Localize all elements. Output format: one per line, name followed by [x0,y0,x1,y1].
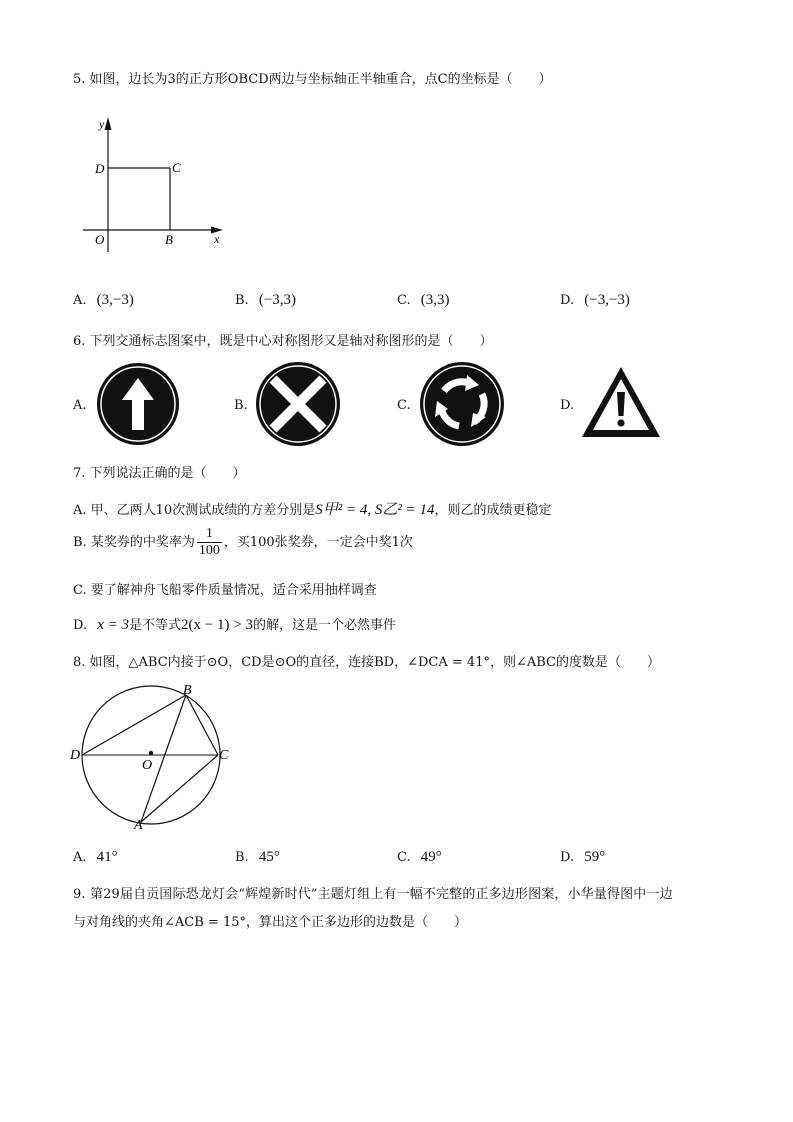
warning-triangle-sign-icon [580,365,662,439]
option-label: A. [73,293,87,308]
option-value: (−3,3) [258,292,297,308]
option-value: 41° [96,849,118,865]
q8-option-d[interactable] [560,849,605,866]
q6-option-b[interactable] [234,398,248,413]
question-5-stem: 5. 如图，边长为3的正方形OBCD两边与坐标轴正半轴重合，点C的坐标是（ ） [73,72,552,87]
q8-option-b[interactable] [235,849,280,866]
fraction-numerator: 1 [197,526,222,543]
option-label: D. [560,850,575,865]
y-axis-label: y [99,117,105,131]
point-b-label: B [165,232,173,247]
option-label: A. [73,398,87,413]
probability-fraction [197,526,222,559]
option-label: B. [235,850,249,865]
point-o-label: O [142,758,153,773]
fraction-denominator: 100 [198,543,220,558]
inequality: 2(x − 1) > 3 [181,617,253,633]
option-label: D. [560,398,575,413]
x-cross-sign-icon [255,361,341,447]
option-text: 是不等式 [129,618,182,633]
q5-option-b[interactable] [235,292,296,309]
q5-option-c[interactable] [397,292,450,309]
option-value: (3,3) [420,292,450,308]
coordinate-figure [75,112,235,262]
option-label: A. [73,850,87,865]
question-9-line-2: 与对角线的夹角∠ACB = 15°，算出这个正多边形的边数是（ ） [73,915,467,930]
q6-option-c[interactable] [397,398,411,413]
option-text: 的解，这是一个必然事件 [252,618,396,633]
point-b-label: B [183,683,192,698]
equation: x = 3 [97,617,130,633]
point-c-label: C [219,748,229,763]
question-8-stem: 8. 如图，△ABC内接于⊙O，CD是⊙O的直径，连接BD，∠DCA = 41°，则∠ABC的度数是（ ） [73,655,660,670]
option-label: D. [560,293,575,308]
q7-option-d[interactable] [73,614,396,634]
point-d-label: D [70,748,81,763]
q7-option-a[interactable] [73,498,551,519]
option-label: B. [234,398,248,413]
option-value: 45° [258,849,280,865]
option-label: C. [397,850,411,865]
x-axis-label: x [214,232,220,246]
option-text: A. 甲、乙两人10次测试成绩的方差分别是 [73,503,316,518]
q8-option-c[interactable] [397,849,442,866]
variance-formula: S甲² = 4, S乙² = 14 [315,502,435,518]
question-6-stem: 6. 下列交通标志图案中，既是中心对称图形又是轴对称图形的是（ ） [73,334,493,349]
option-value: (−3,−3) [584,292,630,308]
q5-option-d[interactable] [560,292,630,309]
option-text: ，买100张奖券，一定会中奖1次 [223,535,413,550]
option-text: ，则乙的成绩更稳定 [434,503,552,518]
point-c-label: C [172,160,181,175]
q6-option-a[interactable] [73,398,87,413]
q7-option-b[interactable] [73,526,413,559]
point-o-label: O [95,232,105,247]
q5-option-a[interactable] [73,292,134,309]
point-a-label: A [134,818,143,830]
question-7-stem: 7. 下列说法正确的是（ ） [73,466,246,481]
point-d-label: D [95,161,105,176]
option-value: 49° [420,849,442,865]
circle-figure [68,680,238,830]
option-label: B. [235,293,249,308]
q7-option-c[interactable]: C. 要了解神舟飞船零件质量情况，适合采用抽样调查 [73,583,377,598]
option-label: C. [397,293,411,308]
option-label: D. [73,618,88,633]
roundabout-sign-icon [419,361,505,447]
option-value: (3,−3) [96,292,134,308]
option-value: 59° [584,849,606,865]
option-text: B. 某奖券的中奖率为 [73,535,195,550]
question-9-line-1: 9. 第29届自贡国际恐龙灯会“辉煌新时代”主题灯组上有一幅不完整的正多边形图案，小华量得图中一边 [73,887,673,902]
option-label: C. [397,398,411,413]
q8-option-a[interactable] [73,849,118,866]
q6-option-d[interactable] [560,398,574,413]
up-arrow-sign-icon [96,362,180,446]
